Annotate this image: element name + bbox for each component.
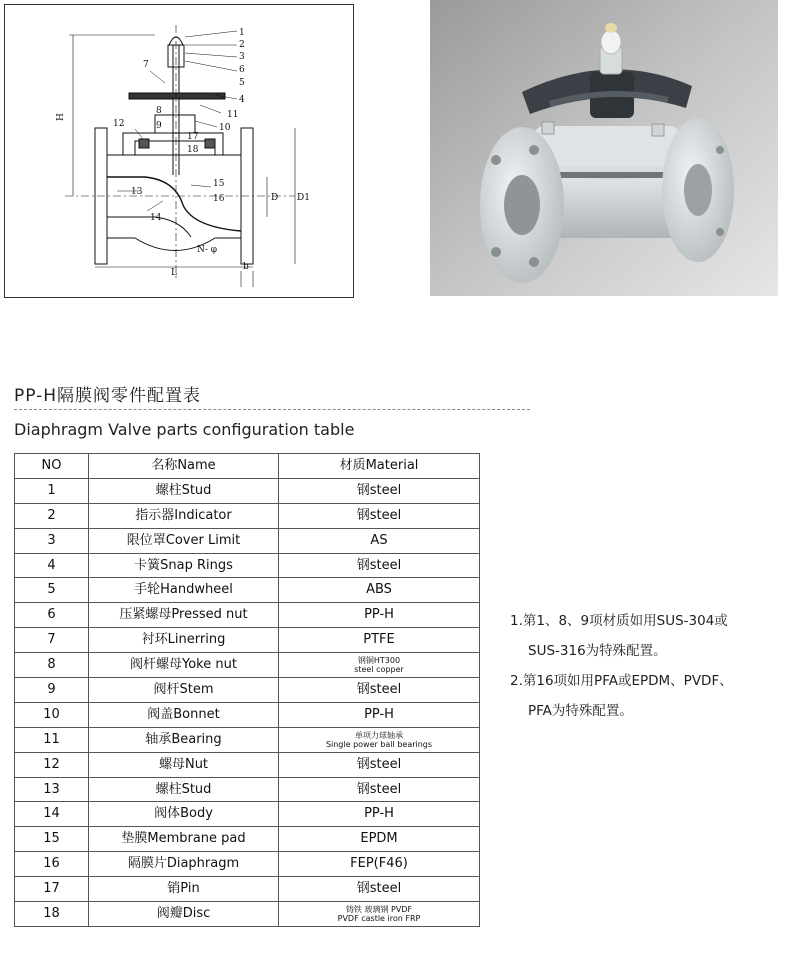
svg-text:11: 11	[227, 110, 239, 120]
cell-no: 14	[15, 802, 89, 827]
cell-name: 垫膜Membrane pad	[89, 827, 279, 852]
valve-section-drawing	[4, 4, 354, 298]
cell-no: 15	[15, 827, 89, 852]
cell-name: 阀瓣Disc	[89, 902, 279, 927]
svg-text:16: 16	[213, 194, 225, 204]
svg-text:4: 4	[239, 95, 245, 105]
cell-material: PTFE	[279, 628, 480, 653]
cell-name: 螺柱Stud	[89, 478, 279, 503]
cell-name: 压紧螺母Pressed nut	[89, 603, 279, 628]
header-name: 名称Name	[89, 454, 279, 479]
cell-name: 手轮Handwheel	[89, 578, 279, 603]
svg-text:N- φ: N- φ	[197, 245, 218, 255]
cell-material	[279, 727, 480, 752]
dashed-divider	[14, 409, 530, 410]
table-row	[15, 503, 480, 528]
header-material: 材质Material	[279, 454, 480, 479]
table-row	[15, 478, 480, 503]
table-row	[15, 553, 480, 578]
note-2-line-2: PFA为特殊配置。	[528, 703, 633, 719]
svg-text:18: 18	[187, 145, 199, 155]
valve-product-photo	[430, 0, 778, 296]
page-title-en: Diaphragm Valve parts configuration table	[14, 420, 355, 439]
cell-material: 钢steel	[279, 877, 480, 902]
cell-material: 钢steel	[279, 777, 480, 802]
note-1-line-2: SUS-316为特殊配置。	[528, 643, 667, 659]
svg-text:1: 1	[239, 28, 245, 38]
cell-name: 螺母Nut	[89, 752, 279, 777]
cell-no: 5	[15, 578, 89, 603]
cell-no: 12	[15, 752, 89, 777]
cell-no: 7	[15, 628, 89, 653]
svg-text:5: 5	[239, 78, 245, 88]
table-row	[15, 877, 480, 902]
cell-no: 18	[15, 902, 89, 927]
svg-text:7: 7	[143, 60, 149, 70]
cell-no: 4	[15, 553, 89, 578]
table-row	[15, 653, 480, 678]
material-line-2: PVDF castle iron FRP	[337, 913, 421, 923]
table-row	[15, 852, 480, 877]
cell-material: FEP(F46)	[279, 852, 480, 877]
cell-name: 阀盖Bonnet	[89, 702, 279, 727]
cell-material	[279, 653, 480, 678]
table-row	[15, 777, 480, 802]
cell-material	[279, 902, 480, 927]
section-drawing-svg	[5, 5, 355, 299]
svg-text:8: 8	[156, 106, 162, 116]
cell-no: 6	[15, 603, 89, 628]
cell-no: 1	[15, 478, 89, 503]
table-row	[15, 578, 480, 603]
cell-no: 9	[15, 678, 89, 703]
cell-material: EPDM	[279, 827, 480, 852]
svg-text:12: 12	[113, 119, 125, 129]
table-row	[15, 727, 480, 752]
note-1-line-1: 1.第1、8、9项材质如用SUS-304或	[510, 613, 728, 629]
cell-no: 3	[15, 528, 89, 553]
svg-text:H: H	[56, 113, 66, 121]
cell-name: 阀杆螺母Yoke nut	[89, 653, 279, 678]
cell-material: PP-H	[279, 702, 480, 727]
notes	[510, 606, 795, 726]
cell-material: AS	[279, 528, 480, 553]
cell-material: PP-H	[279, 802, 480, 827]
table-row	[15, 902, 480, 927]
svg-text:3: 3	[239, 52, 245, 62]
cell-name: 销Pin	[89, 877, 279, 902]
page-title-cn: PP-H隔膜阀零件配置表	[14, 386, 202, 406]
cell-name: 阀体Body	[89, 802, 279, 827]
cell-name: 隔膜片Diaphragm	[89, 852, 279, 877]
cell-material: 钢steel	[279, 553, 480, 578]
svg-text:D1: D1	[297, 193, 310, 203]
cell-material: 钢steel	[279, 478, 480, 503]
table-header-row	[15, 454, 480, 479]
table-row	[15, 802, 480, 827]
cell-no: 11	[15, 727, 89, 752]
header-no: NO	[15, 454, 89, 479]
cell-name: 螺柱Stud	[89, 777, 279, 802]
parts-table	[14, 453, 480, 927]
svg-text:10: 10	[219, 123, 231, 133]
svg-text:9: 9	[156, 121, 162, 131]
material-line-2: steel copper	[354, 665, 404, 675]
table-row	[15, 752, 480, 777]
cell-name: 阀杆Stem	[89, 678, 279, 703]
svg-text:b: b	[243, 262, 249, 272]
cell-no: 17	[15, 877, 89, 902]
material-line-1: 单项力球轴承	[355, 730, 403, 740]
cell-material: PP-H	[279, 603, 480, 628]
cell-name: 轴承Bearing	[89, 727, 279, 752]
cell-no: 8	[15, 653, 89, 678]
table-row	[15, 603, 480, 628]
dimension-labels	[56, 113, 310, 278]
cell-name: 衬环Linerring	[89, 628, 279, 653]
svg-text:17: 17	[187, 132, 199, 142]
table-row	[15, 628, 480, 653]
cell-name: 限位罩Cover Limit	[89, 528, 279, 553]
table-row	[15, 702, 480, 727]
cell-material: 钢steel	[279, 503, 480, 528]
cell-material: 钢steel	[279, 678, 480, 703]
material-line-1: 铸铁 玻璃钢 PVDF	[345, 904, 413, 914]
cell-no: 16	[15, 852, 89, 877]
cell-material: 钢steel	[279, 752, 480, 777]
svg-text:15: 15	[213, 179, 225, 189]
svg-text:6: 6	[239, 65, 245, 75]
cell-no: 10	[15, 702, 89, 727]
note-2-line-1: 2.第16项如用PFA或EPDM、PVDF、	[510, 673, 733, 689]
cell-material: ABS	[279, 578, 480, 603]
cell-name: 卡簧Snap Rings	[89, 553, 279, 578]
table-row	[15, 678, 480, 703]
svg-text:2: 2	[239, 40, 245, 50]
svg-text:14: 14	[150, 213, 162, 223]
cell-no: 2	[15, 503, 89, 528]
cell-name: 指示器Indicator	[89, 503, 279, 528]
material-line-1: 钢铜HT300	[357, 656, 401, 666]
table-row	[15, 827, 480, 852]
table-row	[15, 528, 480, 553]
svg-text:L: L	[171, 268, 177, 278]
svg-text:13: 13	[131, 187, 143, 197]
cell-no: 13	[15, 777, 89, 802]
material-line-2: Single power ball bearings	[325, 739, 433, 749]
svg-text:D: D	[271, 193, 279, 203]
